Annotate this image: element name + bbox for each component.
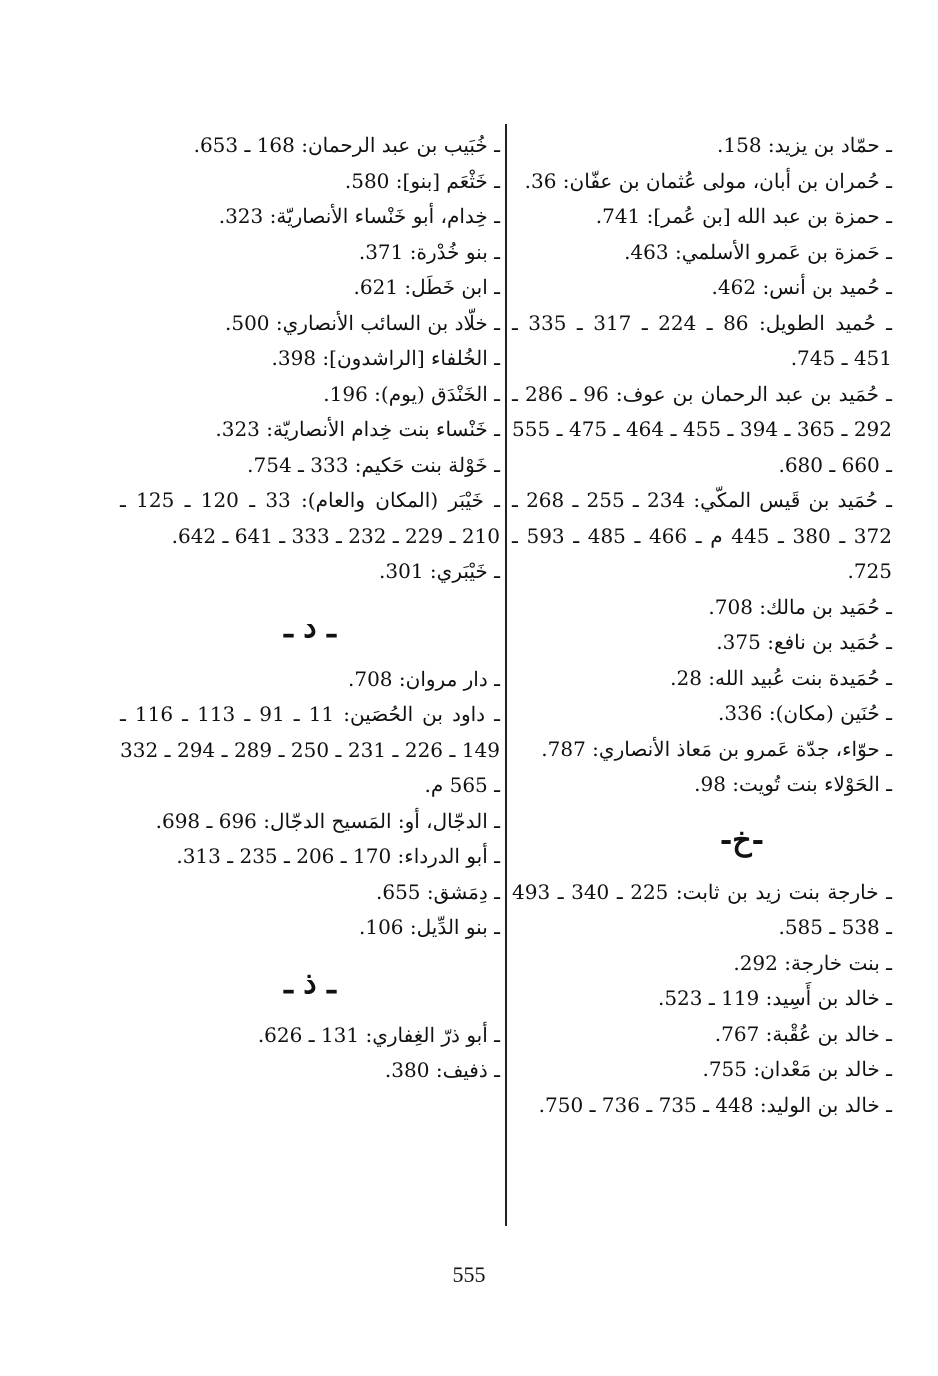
index-entry: ـ حُمَيد بن مالك: 708. — [708, 594, 892, 619]
index-entry: ـ خارجة بنت زيد بن ثابت: 225 ـ 340 ـ 493 ـ 538 ـ 585. — [512, 879, 892, 939]
index-entry: ـ خَيْبَر (المكان والعام): 33 ـ 120 ـ 125 ـ 210 ـ 229 ـ 232 ـ 333 ـ 641 ـ 642. — [120, 488, 501, 548]
index-entry: ـ بنت خارجة: 292. — [733, 950, 892, 975]
index-entry: ـ خَيْبَري: 301. — [379, 559, 500, 583]
index-entry: ـ حوّاء، جدّة عَمرو بن مَعاذ الأنصاري: 787. — [541, 736, 892, 761]
index-entry: ـ حُمران بن أبان، مولى عُثمان بن عفّان: 36. — [524, 168, 892, 193]
index-entry: ـ خلّاد بن السائب الأنصاري: 500. — [225, 310, 500, 335]
index-entry: ـ خالد بن الوليد: 448 ـ 735 ـ 736 ـ 750. — [538, 1092, 892, 1117]
letter-heading: -خ- — [719, 822, 765, 858]
letter-heading: ـ د ـ — [284, 609, 336, 645]
index-entry: ـ ابن خَطَل: 621. — [353, 275, 500, 299]
index-entry: ـ حُمَيد بن نافع: 375. — [716, 630, 892, 654]
index-entry: ـ الخَنْدَق (يوم): 196. — [323, 381, 500, 406]
index-entry: ـ خالد بن مَعْدان: 755. — [702, 1057, 892, 1081]
index-entry: ـ ذفيف: 380. — [384, 1058, 500, 1082]
index-entry: ـ دِمَشق: 655. — [376, 879, 500, 904]
index-entry: ـ خَوْلة بنت حَكيم: 333 ـ 754. — [247, 452, 500, 477]
index-entry: ـ حَمزة بن عَمرو الأسلمي: 463. — [624, 239, 892, 264]
left-column — [120, 128, 500, 1089]
index-entry: ـ حُمَيد بن قَيس المكّي: 234 ـ 255 ـ 268 ـ 372 ـ 380 ـ 445 م ـ 466 ـ 485 ـ 593 ـ 725. — [512, 488, 893, 583]
index-entry: ـ الحَوْلاء بنت تُويت: 98. — [694, 772, 892, 796]
index-entry: ـ حُمَيدة بنت عُبيد الله: 28. — [670, 665, 892, 690]
index-entry: ـ أبو ذرّ الغِفاري: 131 ـ 626. — [257, 1022, 500, 1047]
index-entry: ـ حُميد الطويل: 86 ـ 224 ـ 317 ـ 335 ـ 451 ـ 745. — [512, 310, 892, 370]
index-entry: ـ خُبَيب بن عبد الرحمان: 168 ـ 653. — [193, 133, 500, 157]
index-entry: ـ خِدام، أبو خَنْساء الأنصاريّة: 323. — [218, 204, 500, 228]
index-entry: ـ خالد بن عُقْبة: 767. — [714, 1021, 892, 1046]
letter-heading: ـ ذ ـ — [284, 965, 336, 1001]
index-entry: ـ حمزة بن عبد الله [بن عُمر]: 741. — [595, 204, 892, 228]
index-entry: ـ داود بن الحُصَين: 11 ـ 91 ـ 113 ـ 116 ـ 149 ـ 226 ـ 231 ـ 250 ـ 289 ـ 294 ـ 332 ـ 565 م. — [120, 702, 500, 797]
index-entry: ـ الدجّال، أو: المَسيح الدجّال: 696 ـ 698. — [155, 808, 500, 833]
index-entry: ـ بنو الدِّيل: 106. — [358, 915, 500, 939]
index-entry: ـ حمّاد بن يزيد: 158. — [717, 133, 892, 157]
column-divider — [505, 124, 507, 1226]
right-column — [512, 128, 892, 1123]
index-entry: ـ بنو خُدْرة: 371. — [358, 239, 500, 264]
index-entry: ـ حُميد بن أنس: 462. — [711, 275, 892, 299]
index-entry: ـ الخُلفاء [الراشدون]: 398. — [271, 346, 500, 370]
page-number: 555 — [452, 1262, 486, 1287]
index-entry: ـ خَنْساء بنت خِدام الأنصاريّة: 323. — [215, 417, 500, 441]
index-entry: ـ خَثْعَم [بنو]: 580. — [344, 168, 500, 193]
index-entry: ـ حُمَيد بن عبد الرحمان بن عوف: 96 ـ 286 ـ 292 ـ 365 ـ 394 ـ 455 ـ 464 ـ 475 ـ 555 ـ 660 ـ 680. — [512, 381, 893, 477]
index-entry: ـ حُنَين (مكان): 336. — [717, 701, 892, 725]
index-entry: ـ أبو الدرداء: 170 ـ 206 ـ 235 ـ 313. — [176, 844, 500, 868]
index-entry: ـ خالد بن أَسِيد: 119 ـ 523. — [657, 986, 892, 1010]
index-entry: ـ دار مروان: 708. — [348, 666, 500, 691]
